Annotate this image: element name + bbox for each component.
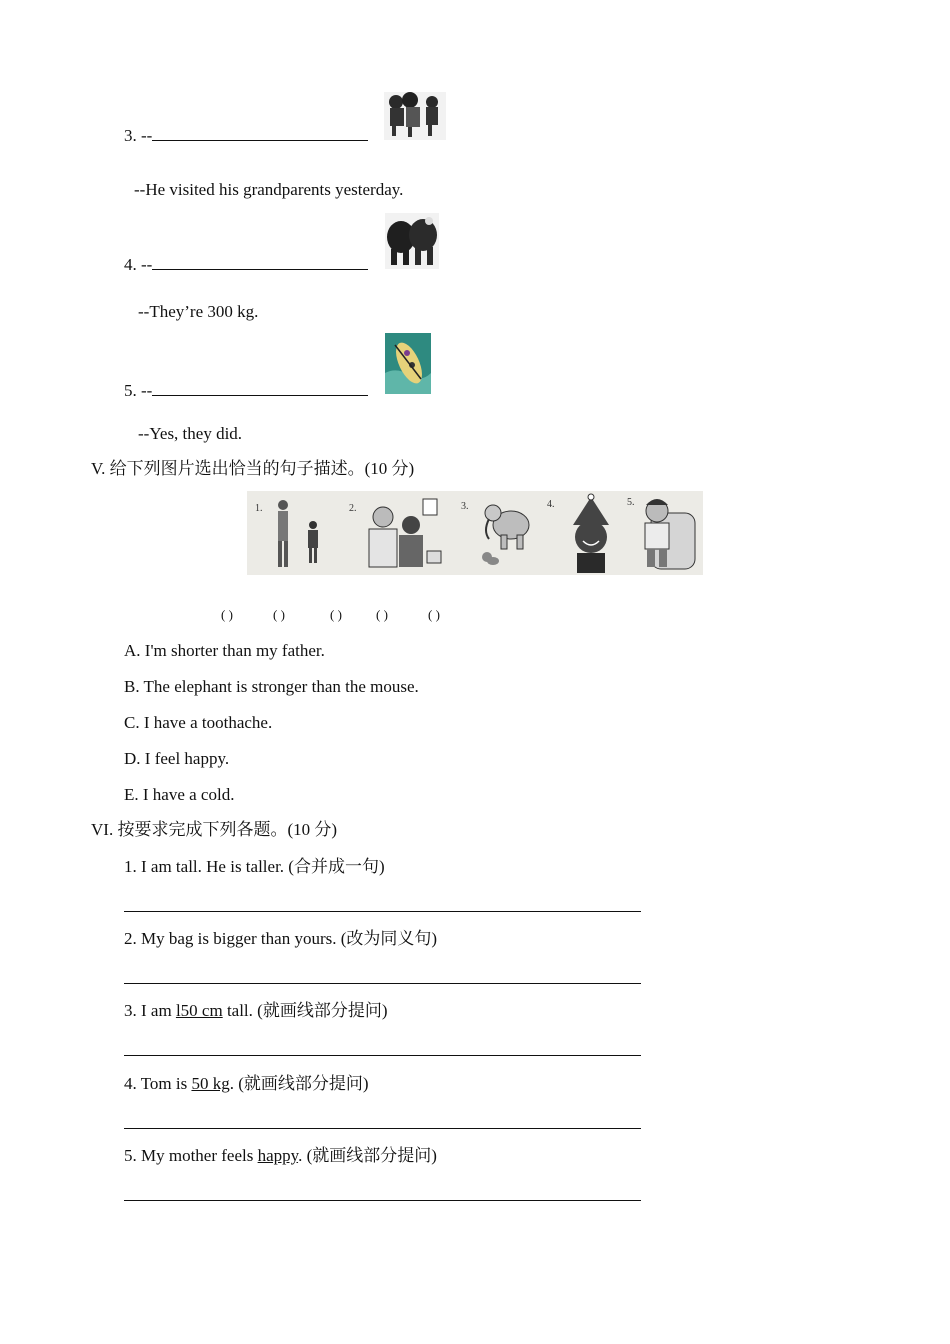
vi-answer-line-2[interactable]	[124, 983, 641, 984]
answer-4: --They’re 300 kg.	[138, 302, 259, 321]
section-vi-heading: VI. 按要求完成下列各题。(10 分)	[91, 820, 338, 839]
vi-question-3	[124, 1001, 387, 1021]
q4-prefix: 4. Tom is	[124, 1074, 192, 1093]
vi-answer-line-1[interactable]	[124, 911, 641, 912]
answer-blank[interactable]	[152, 124, 368, 141]
question-5-row	[124, 379, 368, 401]
picture-5-label: 5.	[627, 497, 635, 508]
elephants-picture	[385, 213, 439, 269]
section-v-pictures	[247, 491, 703, 575]
q5-prefix: 5. My mother feels	[124, 1146, 258, 1165]
vi-question-1: 1. I am tall. He is taller. (合并成一句)	[124, 857, 385, 876]
answer-blank[interactable]	[152, 379, 368, 396]
answer-paren-4[interactable]: ( )	[376, 607, 388, 622]
picture-4-label: 4.	[547, 499, 555, 510]
question-number: 3. --	[124, 126, 153, 145]
vi-answer-line-3[interactable]	[124, 1055, 641, 1056]
option-a: A. I'm shorter than my father.	[124, 641, 325, 660]
q4-suffix: . (就画线部分提问)	[229, 1074, 369, 1093]
q3-underlined: l50 cm	[175, 1001, 223, 1020]
answer-paren-5[interactable]: ( )	[428, 607, 440, 622]
vi-question-2: 2. My bag is bigger than yours. (改为同义句)	[124, 929, 438, 948]
question-3-row	[124, 124, 368, 146]
picture-1-label: 1.	[255, 503, 263, 514]
question-number: 5. --	[124, 381, 153, 400]
q5-suffix: . (就画线部分提问)	[298, 1146, 437, 1165]
answer-5: --Yes, they did.	[138, 424, 243, 443]
answer-paren-3[interactable]: ( )	[330, 607, 342, 622]
q3-prefix: 3. I am	[124, 1001, 176, 1020]
option-e: E. I have a cold.	[124, 785, 235, 804]
option-b: B. The elephant is stronger than the mouse.	[124, 677, 419, 696]
answer-paren-2[interactable]: ( )	[273, 607, 285, 622]
question-4-row	[124, 253, 368, 275]
q3-suffix: tall. (就画线部分提问)	[222, 1001, 388, 1020]
option-c: C. I have a toothache.	[124, 713, 273, 732]
q5-underlined: happy	[257, 1146, 299, 1165]
vi-question-5	[124, 1146, 437, 1166]
option-d: D. I feel happy.	[124, 749, 230, 768]
picture-2-label: 2.	[349, 503, 357, 514]
rafting-picture	[385, 333, 431, 394]
section-v-heading: V. 给下列图片选出恰当的句子描述。(10 分)	[91, 459, 415, 478]
answer-3: --He visited his grandparents yesterday.	[134, 180, 404, 199]
question-number: 4. --	[124, 255, 153, 274]
vi-answer-line-4[interactable]	[124, 1128, 641, 1129]
answer-paren-1[interactable]: ( )	[221, 607, 233, 622]
picture-3-label: 3.	[461, 501, 469, 512]
answer-blank[interactable]	[152, 253, 368, 270]
vi-answer-line-5[interactable]	[124, 1200, 641, 1201]
vi-question-4	[124, 1074, 369, 1094]
family-visit-picture	[384, 92, 446, 140]
q4-underlined: 50 kg	[191, 1074, 230, 1093]
